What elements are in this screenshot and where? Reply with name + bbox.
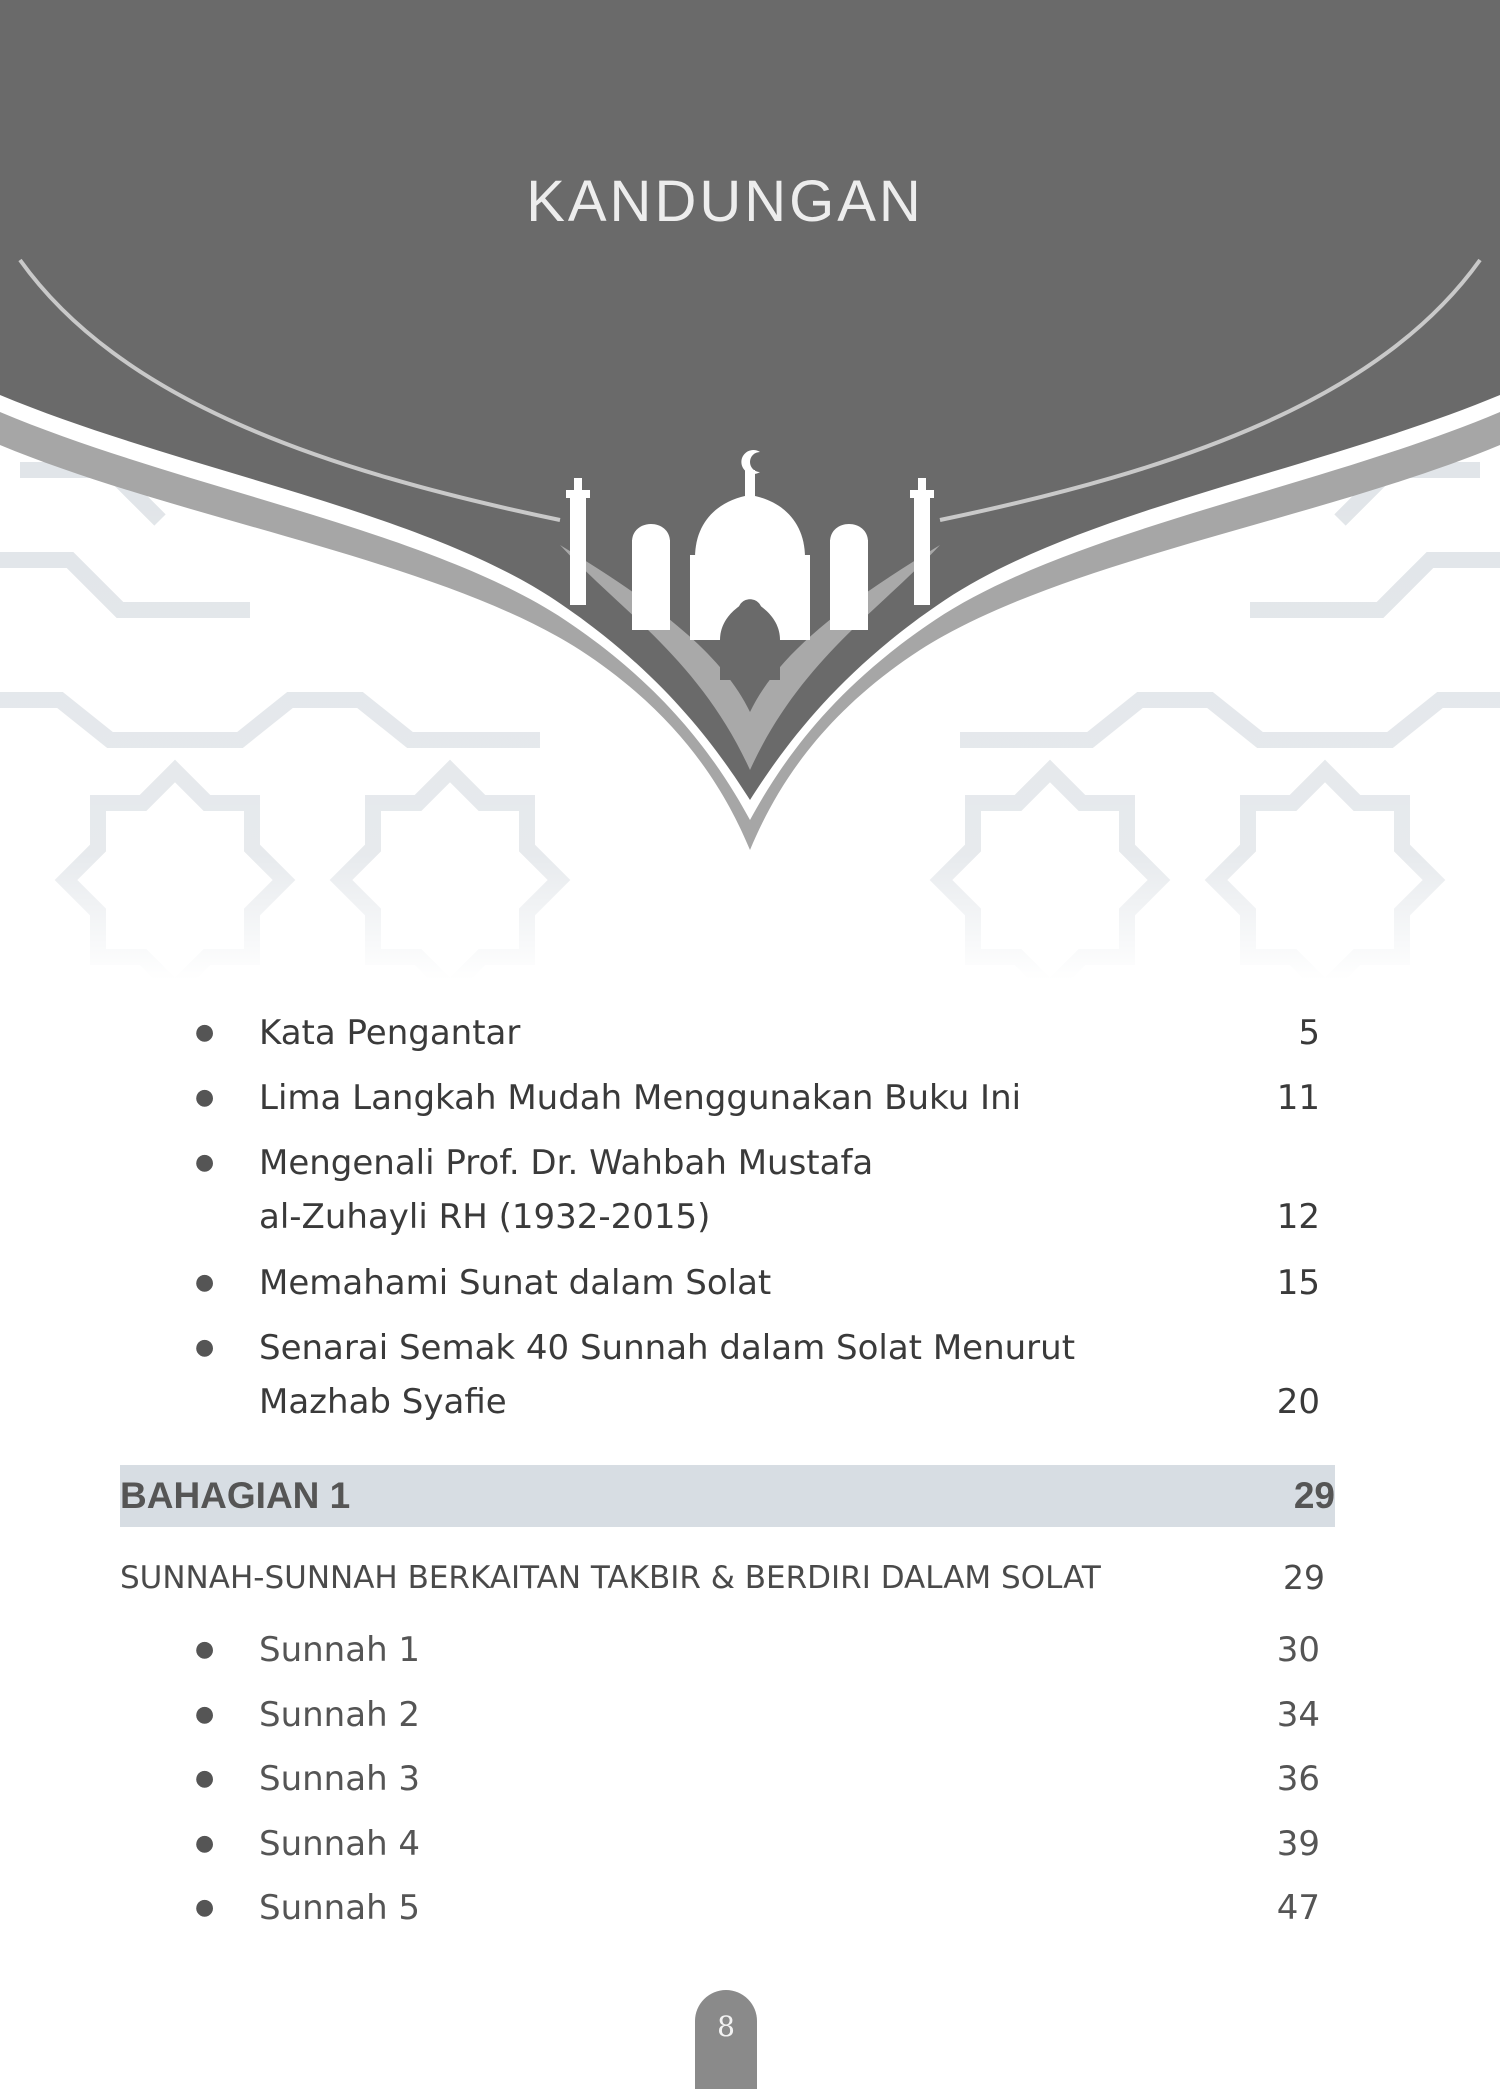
toc-entry-page: 5 (1298, 1013, 1320, 1053)
toc-entry-label: Lima Langkah Mudah Menggunakan Buku Ini (259, 1078, 1022, 1118)
sunnah-entry-label: Sunnah 5 (259, 1888, 421, 1928)
bullet-icon: ● (195, 1270, 215, 1295)
toc-entry[interactable] (195, 1136, 1320, 1256)
toc-entry-label: Mengenali Prof. Dr. Wahbah Mustafa (259, 1143, 874, 1183)
toc-entry-label-line2: Mazhab Syafie (259, 1382, 507, 1422)
toc-entry-page: 20 (1276, 1382, 1320, 1422)
sunnah-entry-label: Sunnah 2 (259, 1695, 421, 1735)
toc-entry[interactable] (195, 1321, 1320, 1441)
bullet-icon: ● (195, 1335, 215, 1360)
sunnah-entry-page: 30 (1276, 1630, 1320, 1670)
subheading-label: SUNNAH-SUNNAH BERKAITAN TAKBIR & BERDIRI DALAM SOLAT (120, 1560, 1101, 1596)
bullet-icon: ● (195, 1831, 215, 1856)
sunnah-entry-page: 36 (1276, 1759, 1320, 1799)
toc-entry-page: 15 (1276, 1263, 1320, 1303)
sunnah-entry-page: 39 (1276, 1824, 1320, 1864)
bullet-icon: ● (195, 1702, 215, 1727)
page-number-tab (695, 1990, 757, 2089)
sunnah-entry-label: Sunnah 1 (259, 1630, 421, 1670)
header-banner (0, 0, 1500, 980)
sunnah-entry-label: Sunnah 4 (259, 1824, 421, 1864)
section-page: 29 (1293, 1475, 1335, 1516)
toc-entry-label: Senarai Semak 40 Sunnah dalam Solat Menurut (259, 1328, 1076, 1368)
toc-entry-label-line2: al-Zuhayli RH (1932-2015) (259, 1197, 711, 1237)
bullet-icon: ● (195, 1637, 215, 1662)
page-title: KANDUNGAN (526, 169, 924, 234)
sunnah-entry-label: Sunnah 3 (259, 1759, 421, 1799)
subheading-page: 29 (1283, 1558, 1325, 1597)
toc-entry-label: Kata Pengantar (259, 1013, 521, 1053)
toc-entry-page: 11 (1276, 1078, 1320, 1118)
page-number: 8 (717, 2010, 735, 2043)
section-subheading[interactable] (120, 1553, 1325, 1603)
bullet-icon: ● (195, 1895, 215, 1920)
bullet-icon: ● (195, 1766, 215, 1791)
sunnah-entry-page: 47 (1276, 1888, 1320, 1928)
section-heading-bar[interactable] (120, 1465, 1335, 1527)
sunnah-entry-page: 34 (1276, 1695, 1320, 1735)
bullet-icon: ● (195, 1085, 215, 1110)
toc-entry-page: 12 (1276, 1197, 1320, 1237)
toc-entry-label: Memahami Sunat dalam Solat (259, 1263, 772, 1303)
section-title: BAHAGIAN 1 (120, 1475, 351, 1516)
bullet-icon: ● (195, 1020, 215, 1045)
bullet-icon: ● (195, 1150, 215, 1175)
